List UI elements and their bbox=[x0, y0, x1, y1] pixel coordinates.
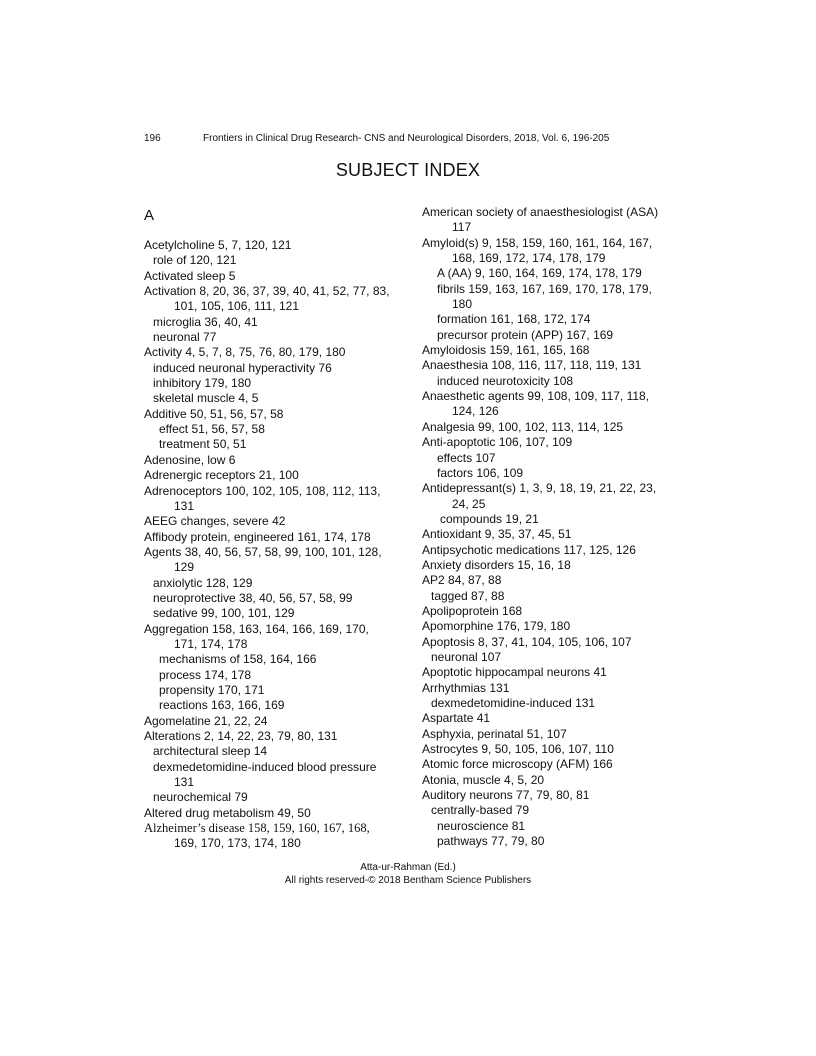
section-letter: A bbox=[144, 207, 155, 224]
index-entry: Anxiety disorders 15, 16, 18 bbox=[422, 557, 571, 572]
index-entry: Anaesthesia 108, 116, 117, 118, 119, 131 bbox=[422, 358, 642, 373]
index-subentry: dexmedetomidine-induced blood pressure bbox=[153, 759, 377, 774]
index-entry: Apolipoprotein 168 bbox=[422, 603, 523, 618]
index-subentry: A (AA) 9, 160, 164, 169, 174, 178, 179 bbox=[437, 266, 642, 281]
index-subentry: inhibitory 179, 180 bbox=[153, 376, 252, 391]
index-entry-continuation: 24, 25 bbox=[452, 496, 486, 511]
index-subentry: neuronal 107 bbox=[431, 649, 502, 664]
index-subentry: architectural sleep 14 bbox=[153, 744, 268, 759]
index-entry: Adenosine, low 6 bbox=[144, 452, 236, 467]
index-entry: Atomic force microscopy (AFM) 166 bbox=[422, 757, 613, 772]
footer-editor: Atta-ur-Rahman (Ed.) bbox=[360, 862, 456, 873]
journal-citation: Frontiers in Clinical Drug Research- CNS and Neurological Disorders, 2018, Vol. 6, 196-205 bbox=[203, 133, 610, 144]
index-entry: Agomelatine 21, 22, 24 bbox=[144, 713, 268, 728]
index-entry: American society of anaesthesiologist (ASA) bbox=[422, 205, 659, 219]
index-entry: Apoptosis 8, 37, 41, 104, 105, 106, 107 bbox=[422, 634, 632, 649]
index-entry: Altered drug metabolism 49, 50 bbox=[144, 805, 311, 820]
index-column-right bbox=[422, 205, 678, 849]
index-entry: Adrenoceptors 100, 102, 105, 108, 112, 113, bbox=[144, 483, 381, 498]
index-entry-continuation: 171, 174, 178 bbox=[174, 636, 248, 651]
index-subentry: neuronal 77 bbox=[153, 330, 217, 345]
index-entry: Anti-apoptotic 106, 107, 109 bbox=[422, 435, 573, 450]
index-subentry: pathways 77, 79, 80 bbox=[437, 834, 545, 849]
index-subentry: mechanisms of 158, 164, 166 bbox=[159, 652, 317, 667]
index-subentry: precursor protein (APP) 167, 169 bbox=[437, 327, 614, 342]
index-subentry: effects 107 bbox=[437, 450, 496, 465]
index-entry: Anaesthetic agents 99, 108, 109, 117, 118, bbox=[422, 389, 650, 404]
index-entry: Adrenergic receptors 21, 100 bbox=[144, 468, 299, 483]
index-subentry: anxiolytic 128, 129 bbox=[153, 575, 253, 590]
running-header bbox=[144, 131, 672, 147]
index-subentry: role of 120, 121 bbox=[153, 253, 237, 268]
index-entry: Activation 8, 20, 36, 37, 39, 40, 41, 52, 77, 83, bbox=[144, 284, 390, 299]
index-entry: Activated sleep 5 bbox=[144, 268, 236, 283]
index-entry: Amyloid(s) 9, 158, 159, 160, 161, 164, 167, bbox=[422, 235, 653, 250]
index-entry: Apomorphine 176, 179, 180 bbox=[422, 619, 571, 634]
index-entry: Agents 38, 40, 56, 57, 58, 99, 100, 101, 128, bbox=[144, 544, 382, 559]
index-subentry: microglia 36, 40, 41 bbox=[153, 314, 258, 329]
index-entry: Aggregation 158, 163, 164, 166, 169, 170, bbox=[144, 621, 369, 636]
index-entry: Acetylcholine 5, 7, 120, 121 bbox=[144, 238, 292, 252]
index-entry: Asphyxia, perinatal 51, 107 bbox=[422, 726, 567, 741]
index-entry: Antidepressant(s) 1, 3, 9, 18, 19, 21, 22, 23, bbox=[422, 481, 657, 496]
index-subentry: factors 106, 109 bbox=[437, 465, 524, 480]
index-subentry: neuroprotective 38, 40, 56, 57, 58, 99 bbox=[153, 590, 353, 605]
index-entry: Astrocytes 9, 50, 105, 106, 107, 110 bbox=[422, 742, 614, 757]
index-subentry: neurochemical 79 bbox=[153, 790, 248, 805]
index-entry: Antioxidant 9, 35, 37, 45, 51 bbox=[422, 527, 572, 542]
index-entry: Arrhythmias 131 bbox=[422, 680, 510, 695]
index-entry: Additive 50, 51, 56, 57, 58 bbox=[144, 406, 284, 421]
index-entry: Auditory neurons 77, 79, 80, 81 bbox=[422, 788, 590, 803]
index-entry: Alterations 2, 14, 22, 23, 79, 80, 131 bbox=[144, 729, 338, 743]
index-subentry: dexmedetomidine-induced 131 bbox=[431, 696, 596, 710]
index-subentry: tagged 87, 88 bbox=[431, 588, 505, 603]
footer-copyright: All rights reserved-© 2018 Bentham Science Publishers bbox=[284, 875, 532, 886]
index-subentry: propensity 170, 171 bbox=[159, 682, 265, 697]
index-subentry: reactions 163, 166, 169 bbox=[159, 698, 285, 713]
page-title: SUBJECT INDEX bbox=[335, 160, 481, 180]
index-entry: Antipsychotic medications 117, 125, 126 bbox=[422, 542, 636, 557]
index-column-left bbox=[144, 205, 412, 852]
index-entry: Atonia, muscle 4, 5, 20 bbox=[422, 772, 545, 787]
index-entry: Amyloidosis 159, 161, 165, 168 bbox=[422, 343, 590, 358]
page-number: 196 bbox=[144, 133, 161, 144]
index-entry: Aspartate 41 bbox=[422, 711, 491, 726]
index-entry: Apoptotic hippocampal neurons 41 bbox=[422, 665, 607, 680]
index-subentry: induced neurotoxicity 108 bbox=[437, 373, 574, 388]
index-subentry: fibrils 159, 163, 167, 169, 170, 178, 179, bbox=[437, 281, 652, 296]
index-entry: Affibody protein, engineered 161, 174, 178 bbox=[144, 529, 371, 544]
index-subentry: skeletal muscle 4, 5 bbox=[153, 391, 259, 406]
index-entry-continuation: 169, 170, 173, 174, 180 bbox=[174, 836, 301, 851]
index-entry-continuation: 129 bbox=[174, 560, 195, 575]
index-subentry: sedative 99, 100, 101, 129 bbox=[153, 606, 295, 621]
index-entry-continuation: 180 bbox=[452, 297, 473, 312]
index-entry: Alzheimer’s disease 158, 159, 160, 167, 168, bbox=[144, 821, 370, 836]
index-entry: Analgesia 99, 100, 102, 113, 114, 125 bbox=[422, 419, 624, 434]
index-entry: Activity 4, 5, 7, 8, 75, 76, 80, 179, 180 bbox=[144, 345, 346, 360]
index-subentry: induced neuronal hyperactivity 76 bbox=[153, 360, 332, 375]
index-entry-continuation: 168, 169, 172, 174, 178, 179 bbox=[452, 251, 606, 266]
index-subentry: compounds 19, 21 bbox=[440, 511, 539, 526]
index-entry-continuation: 131 bbox=[174, 775, 195, 790]
index-subentry: formation 161, 168, 172, 174 bbox=[437, 312, 591, 327]
index-entry-continuation: 131 bbox=[174, 498, 195, 513]
index-entry: AEEG changes, severe 42 bbox=[144, 514, 286, 529]
index-subentry: treatment 50, 51 bbox=[159, 437, 247, 452]
index-subentry: process 174, 178 bbox=[159, 667, 252, 682]
index-subentry: centrally-based 79 bbox=[431, 803, 530, 818]
index-entry-continuation: 101, 105, 106, 111, 121 bbox=[174, 299, 299, 314]
index-entry-continuation: 124, 126 bbox=[452, 404, 499, 419]
page-footer bbox=[0, 861, 816, 887]
index-subentry: effect 51, 56, 57, 58 bbox=[159, 422, 265, 437]
index-subentry: neuroscience 81 bbox=[437, 818, 526, 833]
index-entry-continuation: 117 bbox=[452, 220, 472, 235]
index-entry: AP2 84, 87, 88 bbox=[422, 573, 502, 588]
